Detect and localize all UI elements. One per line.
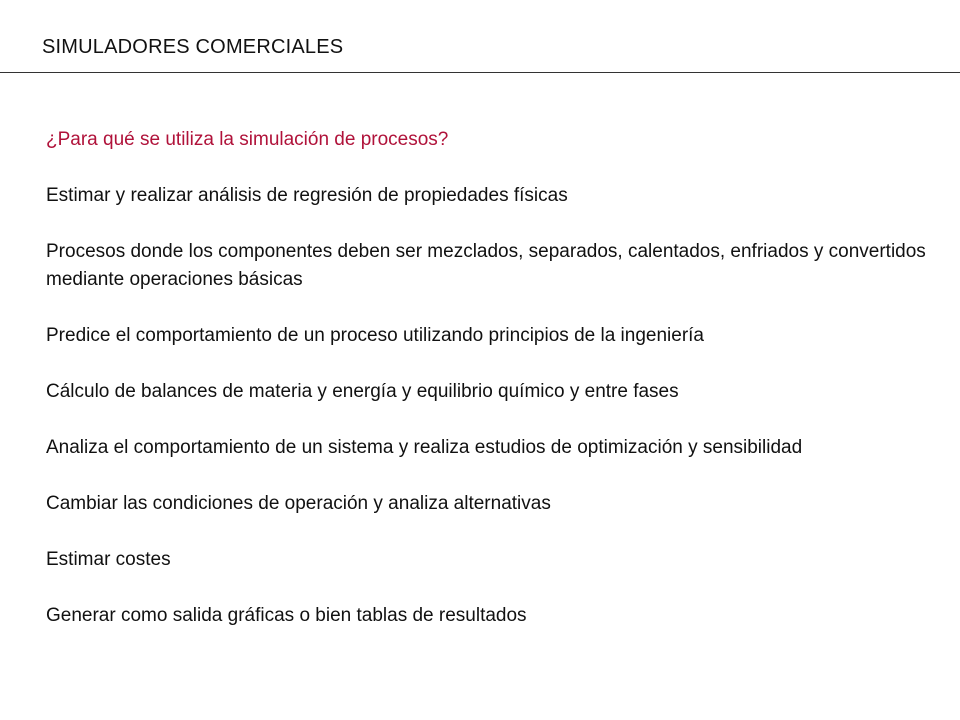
list-item: Analiza el comportamiento de un sistema y realiza estudios de optimización y sensibilidad: [46, 437, 803, 458]
list-item: Procesos donde los componentes deben ser mezclados, separados, calentados, enfriados y convertidos mediante operaciones básicas: [46, 241, 926, 290]
header-divider: [0, 72, 960, 73]
list-item: Predice el comportamiento de un proceso utilizando principios de la ingeniería: [46, 325, 704, 346]
list-item: Estimar y realizar análisis de regresión de propiedades físicas: [46, 185, 568, 206]
question-heading: ¿Para qué se utiliza la simulación de procesos?: [46, 129, 449, 150]
list-item: Cálculo de balances de materia y energía y equilibrio químico y entre fases: [46, 381, 679, 402]
list-item: Generar como salida gráficas o bien tablas de resultados: [46, 605, 527, 626]
list-item: Cambiar las condiciones de operación y analiza alternativas: [46, 493, 551, 514]
slide-content: [46, 126, 926, 630]
slide-title: SIMULADORES COMERCIALES: [42, 36, 344, 58]
list-item: Estimar costes: [46, 549, 171, 570]
